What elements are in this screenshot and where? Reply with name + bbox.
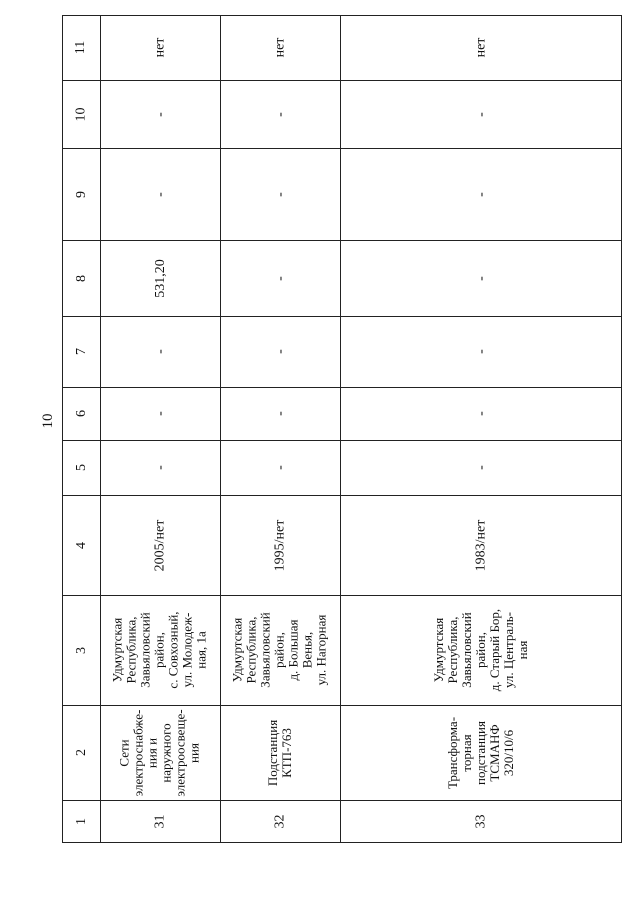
object-address-line: район,: [472, 632, 488, 668]
object-address-line: Завьяловский: [257, 612, 273, 688]
object-name-line: подстанция: [472, 720, 488, 785]
commission-year: 2005/нет: [152, 519, 168, 571]
column-number-3: 3: [73, 646, 89, 654]
object-address-cell: [340, 595, 622, 705]
column-8-value-cell: [100, 240, 220, 316]
column-number-10-cell: [62, 80, 100, 148]
object-name-line: Сети: [117, 738, 132, 767]
row-number: 31: [152, 814, 168, 829]
object-address-line: с. Совхозный,: [166, 611, 181, 689]
column-10-value-cell: [100, 80, 220, 148]
commission-year: 1983/нет: [473, 519, 489, 571]
object-address-line: ная, 1а: [194, 631, 209, 669]
column-11-value-cell: [220, 15, 340, 80]
column-number-4-cell: [62, 495, 100, 595]
column-9-value-cell: [220, 148, 340, 240]
column-number-2-cell: [62, 705, 100, 800]
row-number-cell: [220, 800, 340, 843]
object-address-line: Завьяловский: [138, 612, 153, 688]
column-number-7-cell: [62, 316, 100, 387]
row-number: 32: [272, 814, 288, 829]
column-5-value-cell: [340, 440, 622, 495]
object-name-line: торная: [458, 733, 474, 772]
column-8-value: -: [272, 275, 288, 281]
object-name-line: электроснабже-: [131, 709, 146, 796]
column-7-value: -: [152, 349, 168, 354]
column-number-11-cell: [62, 15, 100, 80]
column-number-6: 6: [73, 410, 89, 417]
commission-year-cell: [340, 495, 622, 595]
object-address-line: д. Старый Бор,: [486, 608, 502, 692]
page-number: 10: [40, 413, 56, 429]
column-number-8: 8: [73, 274, 89, 282]
column-number-5-cell: [62, 440, 100, 495]
column-11-value-cell: [100, 15, 220, 80]
object-address-line: ул. Централь-: [500, 611, 516, 689]
column-number-11: 11: [73, 40, 89, 55]
object-name: [446, 716, 516, 788]
row-number-cell: [340, 800, 622, 843]
object-name-cell: [100, 705, 220, 800]
object-address: [111, 611, 209, 688]
object-name-line: 320/10/6: [500, 729, 516, 776]
column-number-1-cell: [62, 800, 100, 843]
object-address-line: Республика,: [444, 616, 460, 684]
column-number-9-cell: [62, 148, 100, 240]
object-address-cell: [100, 595, 220, 705]
object-address-line: ная: [514, 640, 530, 660]
column-number-3-cell: [62, 595, 100, 705]
column-8-value-cell: [340, 240, 622, 316]
column-7-value: -: [272, 349, 288, 354]
column-9-value: -: [272, 191, 288, 197]
column-number-2: 2: [73, 749, 89, 756]
column-10-value-cell: [220, 80, 340, 148]
object-address-line: Завьяловский: [458, 612, 474, 688]
column-6-value: -: [152, 411, 168, 416]
object-name-cell: [340, 705, 622, 800]
column-number-10: 10: [73, 107, 89, 121]
column-5-value: -: [473, 465, 489, 470]
column-8-value: -: [473, 275, 489, 281]
object-name-cell: [220, 705, 340, 800]
object-address-line: Удмуртская: [229, 617, 245, 683]
column-8-value-cell: [220, 240, 340, 316]
column-11-value-cell: [340, 15, 622, 80]
object-address-line: д. Большая: [285, 619, 301, 681]
object-address-line: ул. Молодеж-: [180, 612, 195, 688]
object-address-line: район,: [152, 632, 167, 668]
column-6-value-cell: [220, 387, 340, 440]
object-address-line: Республика,: [243, 616, 259, 684]
column-11-value: нет: [272, 37, 288, 58]
object-address-cell: [220, 595, 340, 705]
column-number-4: 4: [73, 541, 89, 549]
object-address-line: Удмуртская: [110, 617, 125, 683]
object-address-line: ул. Нагорная: [313, 614, 329, 686]
column-10-value: -: [272, 111, 288, 117]
column-5-value-cell: [100, 440, 220, 495]
column-9-value-cell: [340, 148, 622, 240]
row-number-cell: [100, 800, 220, 843]
column-10-value: -: [473, 111, 489, 117]
object-address-line: район,: [271, 632, 287, 668]
object-name-line: ния: [187, 742, 202, 763]
column-6-value: -: [473, 411, 489, 416]
object-address-line: Венья,: [299, 631, 315, 669]
object-address: [231, 612, 329, 687]
column-9-value: -: [152, 191, 168, 197]
column-6-value: -: [272, 411, 288, 416]
column-number-7: 7: [73, 348, 89, 355]
object-address-line: Удмуртская: [430, 617, 446, 683]
object-address-line: Республика,: [124, 616, 139, 684]
column-number-5: 5: [73, 464, 89, 471]
object-name-line: электроосвеще-: [173, 708, 188, 797]
column-10-value: -: [152, 111, 168, 117]
column-6-value-cell: [100, 387, 220, 440]
column-6-value-cell: [340, 387, 622, 440]
object-name-line: ния и: [145, 737, 160, 768]
column-number-1: 1: [73, 818, 89, 825]
column-9-value: -: [473, 191, 489, 197]
object-name-line: Подстанция: [264, 719, 280, 786]
commission-year-cell: [100, 495, 220, 595]
column-7-value-cell: [100, 316, 220, 387]
column-8-value: 531,20: [152, 258, 168, 298]
object-name: [266, 719, 294, 785]
commission-year-cell: [220, 495, 340, 595]
object-name-line: Трансформа-: [444, 716, 460, 789]
column-number-8-cell: [62, 240, 100, 316]
column-5-value-cell: [220, 440, 340, 495]
column-5-value: -: [152, 465, 168, 470]
column-5-value: -: [272, 465, 288, 470]
column-9-value-cell: [100, 148, 220, 240]
object-name: [118, 709, 202, 796]
column-11-value: нет: [473, 37, 489, 58]
column-number-6-cell: [62, 387, 100, 440]
column-7-value-cell: [220, 316, 340, 387]
column-number-9: 9: [73, 190, 89, 198]
column-7-value: -: [473, 349, 489, 354]
object-name-line: наружного: [159, 722, 174, 783]
row-number: 33: [473, 814, 489, 829]
object-name-line: ТСМАНФ: [486, 723, 502, 782]
commission-year: 1995/нет: [272, 519, 288, 571]
object-address: [432, 609, 530, 691]
column-7-value-cell: [340, 316, 622, 387]
object-name-line: КТП-763: [278, 727, 294, 778]
column-10-value-cell: [340, 80, 622, 148]
column-11-value: нет: [152, 37, 168, 58]
